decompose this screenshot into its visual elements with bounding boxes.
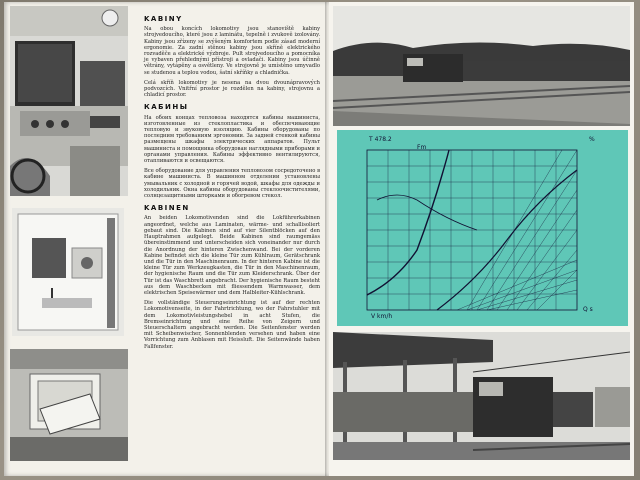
- cab-interior-photo: [10, 6, 128, 196]
- chart-qs-label: Q s: [583, 306, 593, 313]
- paragraph-german: An beiden Lokomotivenden sind die Lokführerkabinen angeordnet, welche aus Laminaten, wärme- und schallisoliert gebaut sind. Die Kabinen sind auf vier Silentblöcken auf den Hauptrahmen aufgelegt. Beide Kabinen sind raumgemäss übereinstimmend und unterscheiden sich voneinander nur durch die Anordnung der hinteren Zwischenwand. Bei der vorderen Kabine befindet sich die kleine Tür zum Kühlraum, Gerätschrank und die Tür in den Maschinenraum. In der hinteren Kabine ist die kleine Tür zum Werkzeugkasten, die Tür in den Maschinenraum, der hygienische Raum und die Tür zum Kleiderschrank. Über der Tür ist das Waschbrett angebracht. Der hygienische Raum besteht aus dem Waschbecken mit fliessendem Warmwasser, dem elektrischen Speisewärmer und dem Halbleiter-Kühlschrank.: [144, 215, 320, 296]
- paragraph-czech-2: Celá skříň lokomotivy je nesena na dvou dvounápravových podvozcích. Vnitřní prostor je rozdělen na kabiny, strojovnu a chladicí prostor.: [144, 79, 320, 99]
- chart-grid: [367, 150, 577, 310]
- paragraph-czech: Na obou koncích lokomotivy jsou stanoviště kabiny strojvedoucího, které jsou z laminátu, tepelně i zvukově izolovány. Kabiny jsou zřízeny se zvýšeným komfortem podle zásad moderní ergonomie. Za zadní stěnou kabiny jsou skříně elektrického rozvaděče a elektrické výzbroje. Pult strojvedoucího a pomocníka je vybaven přehlednými přístroji a ovladači. Kabiny jsou účinně větrány, vytápěny a osvětleny. Ve strojovně je umístěno umyvadlo se studenou a teplou vodou, šatní skříňky a chladnička.: [144, 26, 320, 76]
- chart-fm-label: Fm: [417, 144, 427, 151]
- chart-percent-label: %: [589, 136, 595, 143]
- train-landscape-photo: [333, 6, 630, 126]
- station-photo: [333, 332, 630, 460]
- traction-chart: [337, 130, 628, 326]
- heading-czech: KABINY: [144, 15, 183, 23]
- heading-russian: КАБИНЫ: [144, 103, 189, 112]
- left-page: [4, 2, 329, 476]
- paragraph-russian: На обоих концах тепловоза находятся кабины машиниста, изготовленные из стеклопластика и обеспечивающие тепловую и звуковую изоляцию. Кабины оборудованы по последним требованиям эргономии. За задней стенкой кабины размещены шкафы электрических аппаратов. Пульт машиниста и помощника оборудован наглядными приборами и органами управления. Кабины эффективно вентилируются, отапливаются и освещаются.: [144, 114, 320, 165]
- brochure-spread: [4, 2, 634, 476]
- heading-german: KABINEN: [144, 204, 190, 213]
- text-column: [144, 16, 320, 354]
- efficiency-curve-2: [377, 195, 477, 230]
- paragraph-russian-2: Все оборудование для управления тепловозом сосредоточено в кабине машиниста. В машинном отделении установлены умывальник с холодной и горячей водой, шкафы для одежды и холодильник. Окна кабины оборудованы стеклоочистителями, солнцезащитными шторками и обогревом стекол.: [144, 168, 320, 200]
- chart-code-label: T 478.2: [369, 136, 392, 143]
- tractive-effort-curve: [367, 150, 449, 295]
- chart-vkmh-label: V km/h: [371, 313, 393, 320]
- paragraph-german-2: Die vollständige Steuerungseinrichtung ist auf der rechten Lokomotivenseite, in der Fahrtrichtung, wo der Fahrstuhler mit dem Lokomotivleistungshebel in acht Stufen, die Bremseinrichtung und eine Reihe von Zeigern und Steuerschaltern angebracht werden. Die Seitenfenster werden mit Scheibenwischer, Sonnenblenden versehen und haben eine Vorrichtung zum Anblasen mit Heissluft. Die Seitenwände haben Fallfenster.: [144, 300, 320, 350]
- traction-chart-svg: [337, 130, 628, 326]
- right-page: [329, 2, 634, 476]
- washroom-photo: [12, 208, 124, 336]
- cabinet-photo: [10, 349, 128, 461]
